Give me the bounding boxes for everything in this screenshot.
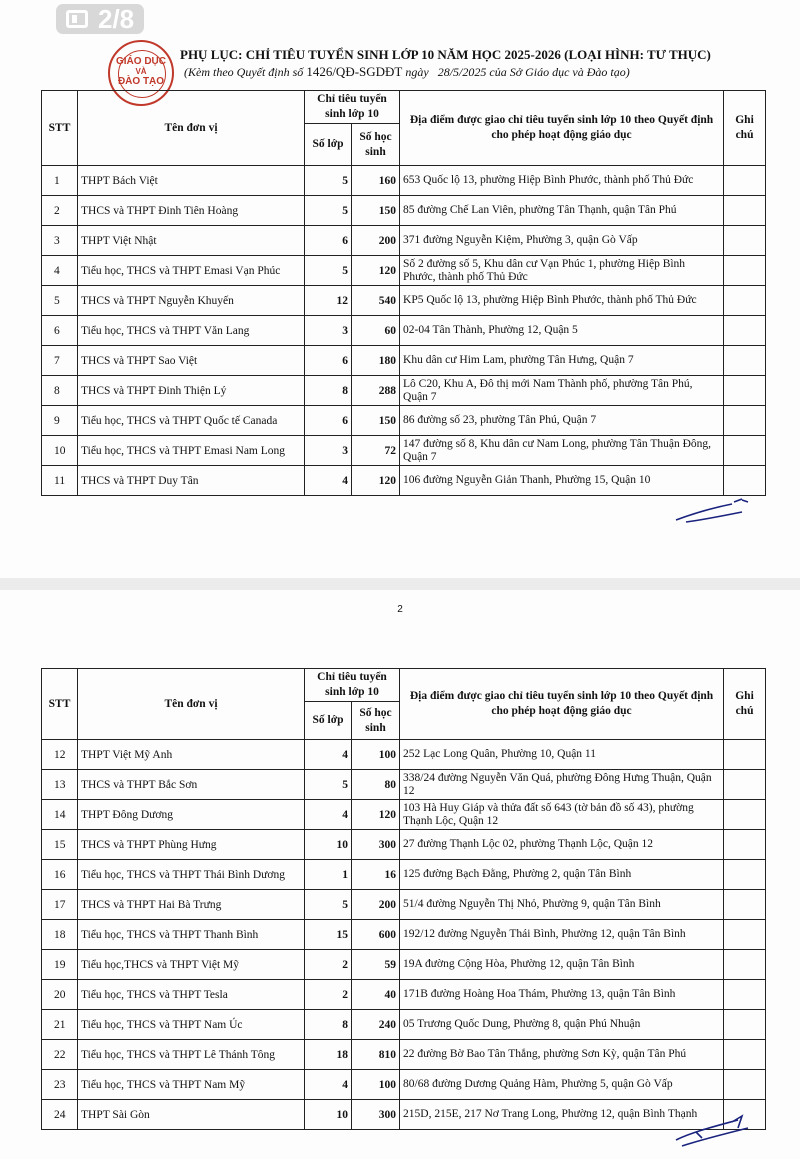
cell-stt: 8	[42, 376, 78, 406]
table-row	[42, 1040, 766, 1070]
cell-unit-name: Tiểu học, THCS và THPT Nam Mỹ	[78, 1070, 305, 1100]
table-row	[42, 376, 766, 406]
cell-note	[724, 226, 766, 256]
table-body-page-1	[42, 166, 766, 496]
cell-students: 540	[352, 286, 400, 316]
cell-unit-name: THCS và THPT Đinh Thiện Lý	[78, 376, 305, 406]
subtitle-prefix: (Kèm theo Quyết định số	[184, 65, 304, 79]
page-indicator[interactable]	[56, 4, 144, 34]
cell-classes: 6	[305, 346, 352, 376]
cell-classes: 5	[305, 196, 352, 226]
cell-note	[724, 860, 766, 890]
cell-address: 653 Quốc lộ 13, phường Hiệp Bình Phước, thành phố Thủ Đức	[400, 166, 724, 196]
document-title: PHỤ LỤC: CHỈ TIÊU TUYỂN SINH LỚP 10 NĂM HỌC 2025-2026 (LOẠI HÌNH: TƯ THỤC)	[180, 47, 711, 62]
cell-address: 252 Lạc Long Quân, Phường 10, Quận 11	[400, 740, 724, 770]
header-classes: Số lớp	[305, 124, 352, 166]
cell-classes: 15	[305, 920, 352, 950]
table-row	[42, 406, 766, 436]
table-row	[42, 346, 766, 376]
table-row	[42, 980, 766, 1010]
cell-stt: 20	[42, 980, 78, 1010]
cell-address: 171B đường Hoàng Hoa Thám, Phường 13, quận Tân Bình	[400, 980, 724, 1010]
cell-stt: 15	[42, 830, 78, 860]
cell-address: 51/4 đường Nguyễn Thị Nhỏ, Phường 9, quận Tân Bình	[400, 890, 724, 920]
cell-address: 19A đường Cộng Hòa, Phường 12, quận Tân Bình	[400, 950, 724, 980]
cell-address: 192/12 đường Nguyễn Thái Bình, Phường 12, quận Tân Bình	[400, 920, 724, 950]
cell-note	[724, 890, 766, 920]
table-row	[42, 770, 766, 800]
cell-unit-name: THCS và THPT Đinh Tiên Hoàng	[78, 196, 305, 226]
cell-students: 80	[352, 770, 400, 800]
cell-stt: 9	[42, 406, 78, 436]
cell-address: 371 đường Nguyễn Kiệm, Phường 3, quận Gò Vấp	[400, 226, 724, 256]
cell-address: 147 đường số 8, Khu dân cư Nam Long, phường Tân Thuận Đông, Quận 7	[400, 436, 724, 466]
cell-students: 288	[352, 376, 400, 406]
cell-students: 72	[352, 436, 400, 466]
cell-stt: 12	[42, 740, 78, 770]
cell-students: 300	[352, 1100, 400, 1130]
table-row	[42, 1100, 766, 1130]
cell-stt: 22	[42, 1040, 78, 1070]
table-row	[42, 226, 766, 256]
subtitle-mid: ngày	[405, 65, 429, 79]
cell-stt: 16	[42, 860, 78, 890]
table-row	[42, 800, 766, 830]
cell-note	[724, 376, 766, 406]
cell-stt: 4	[42, 256, 78, 286]
cell-address: 125 đường Bạch Đằng, Phường 2, quận Tân Bình	[400, 860, 724, 890]
cell-note	[724, 740, 766, 770]
cell-address: Khu dân cư Him Lam, phường Tân Hưng, Quận 7	[400, 346, 724, 376]
cell-note	[724, 196, 766, 226]
cell-address: 02-04 Tân Thành, Phường 12, Quận 5	[400, 316, 724, 346]
cell-unit-name: Tiểu học, THCS và THPT Quốc tế Canada	[78, 406, 305, 436]
cell-classes: 5	[305, 166, 352, 196]
document-page-1	[0, 0, 800, 578]
header-quota: Chỉ tiêu tuyển sinh lớp 10	[305, 91, 400, 124]
page-indicator-text: 2/8	[98, 4, 135, 34]
cell-stt: 3	[42, 226, 78, 256]
cell-note	[724, 286, 766, 316]
decision-date: 28/5/2025	[437, 65, 487, 79]
cell-address: 27 đường Thạnh Lộc 02, phường Thạnh Lộc, Quận 12	[400, 830, 724, 860]
cell-note	[724, 1010, 766, 1040]
header-unit: Tên đơn vị	[78, 91, 305, 166]
cell-stt: 10	[42, 436, 78, 466]
table-row	[42, 920, 766, 950]
seal-text-2: VÀ	[135, 67, 147, 76]
cell-stt: 1	[42, 166, 78, 196]
signature-mark-1	[672, 496, 762, 526]
cell-address: KP5 Quốc lộ 13, phường Hiệp Bình Phước, thành phố Thủ Đức	[400, 286, 724, 316]
header-classes: Số lớp	[305, 702, 352, 740]
table-row	[42, 1070, 766, 1100]
cell-students: 240	[352, 1010, 400, 1040]
cell-unit-name: Tiểu học, THCS và THPT Văn Lang	[78, 316, 305, 346]
cell-note	[724, 1040, 766, 1070]
cell-note	[724, 950, 766, 980]
cell-stt: 23	[42, 1070, 78, 1100]
header-students: Số học sinh	[352, 702, 400, 740]
subtitle-suffix: của Sở Giáo dục và Đào tạo)	[489, 65, 630, 79]
header-students: Số học sinh	[352, 124, 400, 166]
cell-stt: 6	[42, 316, 78, 346]
cell-address: Số 2 đường số 5, Khu dân cư Vạn Phúc 1, phường Hiệp Bình Phước, thành phố Thủ Đức	[400, 256, 724, 286]
page-thumbnails-icon[interactable]	[66, 10, 88, 28]
cell-address: Lô C20, Khu A, Đô thị mới Nam Thành phố, phường Tân Phú, Quận 7	[400, 376, 724, 406]
cell-unit-name: THPT Sài Gòn	[78, 1100, 305, 1130]
seal-text-3: ĐÀO TẠO	[117, 76, 165, 87]
cell-address: 05 Trương Quốc Dung, Phường 8, quận Phú Nhuận	[400, 1010, 724, 1040]
cell-students: 160	[352, 166, 400, 196]
cell-note	[724, 316, 766, 346]
cell-unit-name: THPT Việt Mỹ Anh	[78, 740, 305, 770]
cell-classes: 18	[305, 1040, 352, 1070]
cell-classes: 4	[305, 466, 352, 496]
cell-classes: 5	[305, 890, 352, 920]
cell-classes: 1	[305, 860, 352, 890]
cell-students: 810	[352, 1040, 400, 1070]
cell-students: 100	[352, 740, 400, 770]
cell-address: 338/24 đường Nguyễn Văn Quá, phường Đông Hưng Thuận, Quận 12	[400, 770, 724, 800]
cell-students: 200	[352, 226, 400, 256]
cell-unit-name: Tiểu học, THCS và THPT Emasi Nam Long	[78, 436, 305, 466]
header-unit: Tên đơn vị	[78, 669, 305, 740]
cell-students: 59	[352, 950, 400, 980]
cell-students: 300	[352, 830, 400, 860]
cell-unit-name: THCS và THPT Bắc Sơn	[78, 770, 305, 800]
header-note: Ghi chú	[724, 91, 766, 166]
cell-stt: 21	[42, 1010, 78, 1040]
cell-unit-name: THCS và THPT Hai Bà Trưng	[78, 890, 305, 920]
cell-note	[724, 1070, 766, 1100]
cell-students: 16	[352, 860, 400, 890]
cell-note	[724, 166, 766, 196]
cell-stt: 5	[42, 286, 78, 316]
cell-classes: 10	[305, 830, 352, 860]
cell-stt: 7	[42, 346, 78, 376]
cell-classes: 8	[305, 1010, 352, 1040]
cell-note	[724, 830, 766, 860]
table-row	[42, 286, 766, 316]
decision-number: 1426/QĐ-SGDĐT	[306, 64, 403, 79]
cell-unit-name: THPT Bách Việt	[78, 166, 305, 196]
cell-classes: 2	[305, 980, 352, 1010]
cell-address: 103 Hà Huy Giáp và thửa đất số 643 (tờ bản đồ số 43), phường Thạnh Lộc, Quận 12	[400, 800, 724, 830]
quota-table-page-1	[41, 90, 766, 496]
header-note: Ghi chú	[724, 669, 766, 740]
cell-students: 200	[352, 890, 400, 920]
cell-classes: 4	[305, 1070, 352, 1100]
cell-unit-name: THPT Việt Nhật	[78, 226, 305, 256]
cell-classes: 6	[305, 226, 352, 256]
cell-address: 86 đường số 23, phường Tân Phú, Quận 7	[400, 406, 724, 436]
cell-stt: 11	[42, 466, 78, 496]
table-body-page-2	[42, 740, 766, 1130]
table-row	[42, 860, 766, 890]
cell-classes: 3	[305, 436, 352, 466]
cell-note	[724, 346, 766, 376]
document-page-2	[0, 590, 800, 1159]
cell-classes: 2	[305, 950, 352, 980]
table-row	[42, 740, 766, 770]
cell-classes: 10	[305, 1100, 352, 1130]
table-row	[42, 256, 766, 286]
cell-classes: 6	[305, 406, 352, 436]
cell-students: 60	[352, 316, 400, 346]
header-quota: Chỉ tiêu tuyển sinh lớp 10	[305, 669, 400, 702]
table-row	[42, 466, 766, 496]
header-stt: STT	[42, 91, 78, 166]
cell-note	[724, 256, 766, 286]
cell-unit-name: THCS và THPT Nguyễn Khuyến	[78, 286, 305, 316]
cell-classes: 12	[305, 286, 352, 316]
cell-stt: 13	[42, 770, 78, 800]
cell-stt: 14	[42, 800, 78, 830]
cell-classes: 8	[305, 376, 352, 406]
table-row	[42, 1010, 766, 1040]
header-address: Địa điểm được giao chỉ tiêu tuyển sinh lớp 10 theo Quyết định cho phép hoạt động giáo dục	[400, 91, 724, 166]
cell-note	[724, 770, 766, 800]
cell-note	[724, 800, 766, 830]
cell-students: 120	[352, 256, 400, 286]
cell-students: 180	[352, 346, 400, 376]
cell-address: 80/68 đường Dương Quảng Hàm, Phường 5, quận Gò Vấp	[400, 1070, 724, 1100]
table-row	[42, 830, 766, 860]
cell-students: 100	[352, 1070, 400, 1100]
cell-unit-name: Tiểu học, THCS và THPT Emasi Vạn Phúc	[78, 256, 305, 286]
seal-text-1: GIÁO DỤC	[116, 56, 166, 67]
cell-students: 150	[352, 406, 400, 436]
cell-unit-name: Tiểu học, THCS và THPT Thanh Bình	[78, 920, 305, 950]
cell-note	[724, 920, 766, 950]
table-row	[42, 950, 766, 980]
cell-unit-name: Tiểu học,THCS và THPT Việt Mỹ	[78, 950, 305, 980]
cell-students: 120	[352, 466, 400, 496]
cell-note	[724, 466, 766, 496]
document-subtitle	[184, 64, 630, 80]
cell-note	[724, 406, 766, 436]
cell-stt: 18	[42, 920, 78, 950]
cell-unit-name: THCS và THPT Phùng Hưng	[78, 830, 305, 860]
cell-note	[724, 436, 766, 466]
cell-address: 85 đường Chế Lan Viên, phường Tân Thạnh, quận Tân Phú	[400, 196, 724, 226]
table-row	[42, 166, 766, 196]
cell-address: 106 đường Nguyễn Giản Thanh, Phường 15, Quận 10	[400, 466, 724, 496]
header-address: Địa điểm được giao chỉ tiêu tuyển sinh lớp 10 theo Quyết định cho phép hoạt động giáo dục	[400, 669, 724, 740]
cell-unit-name: THCS và THPT Duy Tân	[78, 466, 305, 496]
cell-students: 150	[352, 196, 400, 226]
cell-stt: 17	[42, 890, 78, 920]
table-row	[42, 196, 766, 226]
cell-classes: 3	[305, 316, 352, 346]
signature-mark-2	[672, 1110, 762, 1150]
cell-stt: 24	[42, 1100, 78, 1130]
cell-unit-name: THCS và THPT Sao Việt	[78, 346, 305, 376]
cell-classes: 4	[305, 740, 352, 770]
page-number: 2	[397, 604, 403, 615]
cell-unit-name: Tiểu học, THCS và THPT Nam Úc	[78, 1010, 305, 1040]
cell-classes: 5	[305, 770, 352, 800]
cell-classes: 4	[305, 800, 352, 830]
cell-stt: 19	[42, 950, 78, 980]
cell-students: 600	[352, 920, 400, 950]
table-row	[42, 436, 766, 466]
cell-address: 215D, 215E, 217 Nơ Trang Long, Phường 12, quận Bình Thạnh	[400, 1100, 724, 1130]
cell-unit-name: Tiểu học, THCS và THPT Thái Bình Dương	[78, 860, 305, 890]
cell-classes: 5	[305, 256, 352, 286]
cell-unit-name: Tiểu học, THCS và THPT Tesla	[78, 980, 305, 1010]
table-row	[42, 316, 766, 346]
table-row	[42, 890, 766, 920]
cell-students: 120	[352, 800, 400, 830]
cell-unit-name: THPT Đông Dương	[78, 800, 305, 830]
cell-unit-name: Tiểu học, THCS và THPT Lê Thánh Tông	[78, 1040, 305, 1070]
cell-note	[724, 980, 766, 1010]
header-stt: STT	[42, 669, 78, 740]
cell-students: 40	[352, 980, 400, 1010]
cell-stt: 2	[42, 196, 78, 226]
cell-address: 22 đường Bờ Bao Tân Thắng, phường Sơn Kỳ, quận Tân Phú	[400, 1040, 724, 1070]
quota-table-page-2	[41, 668, 766, 1130]
